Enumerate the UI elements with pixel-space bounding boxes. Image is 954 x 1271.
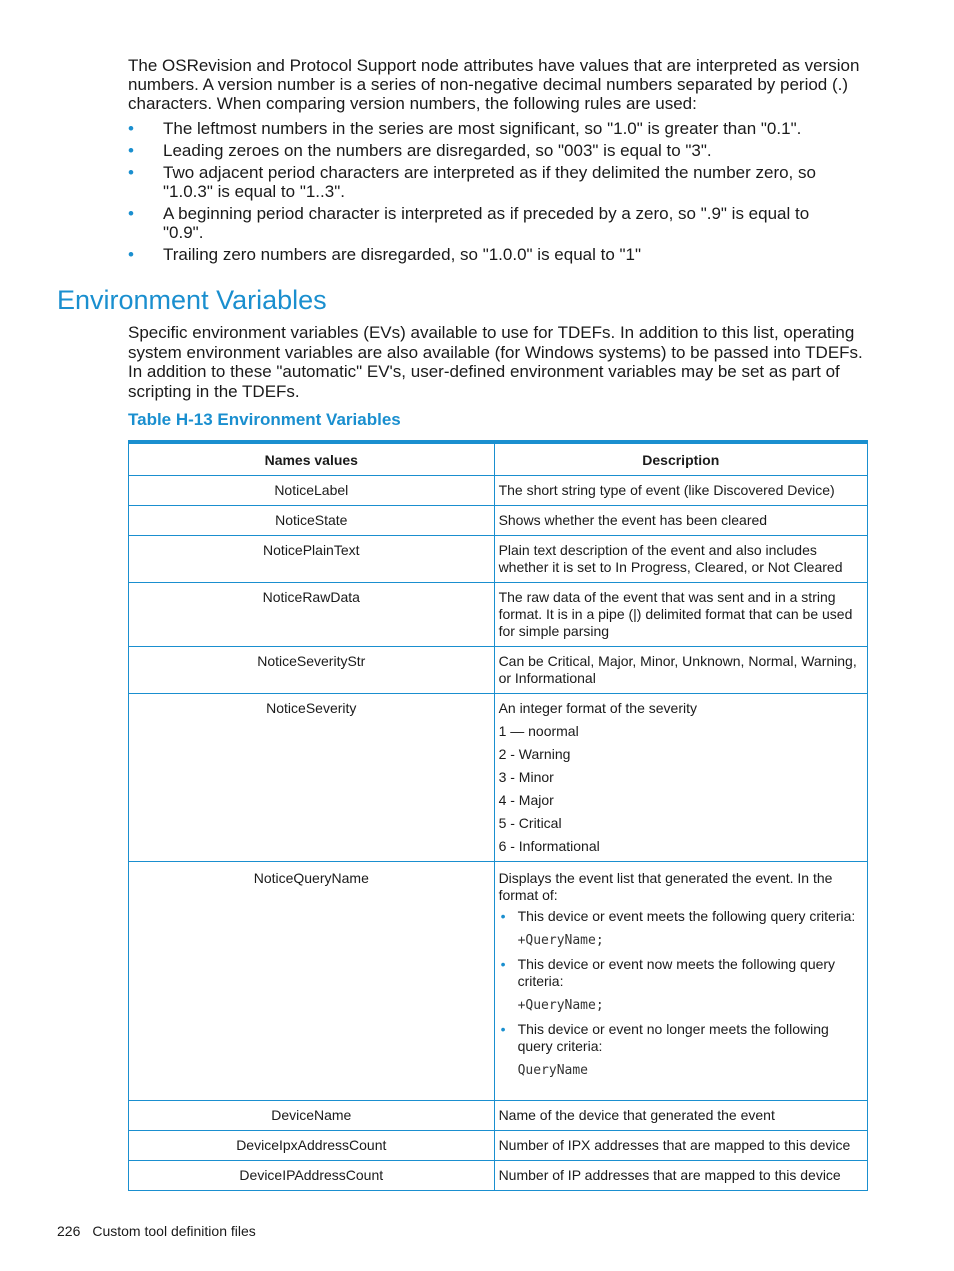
variable-name: NoticePlainText: [129, 536, 495, 583]
variable-description: Plain text description of the event and also includes whether it is set to In Progress, Cleared, or Not Cleared: [494, 536, 867, 583]
table-header-row: [129, 442, 868, 476]
table-row: [129, 647, 868, 694]
query-format-list: [499, 908, 863, 1079]
table-row: [129, 862, 868, 1101]
list-item: • Two adjacent period characters are interpreted as if they delimited the number zero, so "1.0.3" is equal to "1..3".: [128, 163, 816, 201]
table-row: [129, 476, 868, 506]
table-row: [129, 583, 868, 647]
table-row: [129, 1131, 868, 1161]
variable-name: NoticeState: [129, 506, 495, 536]
page-footer: [57, 1223, 256, 1239]
variable-description: The short string type of event (like Discovered Device): [494, 476, 867, 506]
version-rules-list: [128, 119, 848, 267]
bullet-icon: •: [128, 141, 134, 160]
list-item: • The leftmost numbers in the series are most significant, so "1.0" is greater than "0.1".: [128, 119, 802, 138]
list-item: • Trailing zero numbers are disregarded, so "1.0.0" is equal to "1": [128, 245, 642, 264]
variable-description: An integer format of the severity 1 — noormal 2 - Warning 3 - Minor 4 - Major 5 - Critical 6 - Informational: [494, 694, 867, 862]
code-sample: +QueryName;: [517, 998, 604, 1013]
bullet-icon: •: [500, 956, 506, 972]
bullet-icon: •: [128, 204, 134, 223]
column-header-description: Description: [494, 442, 867, 476]
variable-name: DeviceName: [129, 1101, 495, 1131]
variable-description: Number of IP addresses that are mapped to this device: [494, 1161, 867, 1191]
bullet-icon: •: [128, 119, 134, 138]
environment-variables-table: [128, 440, 868, 1191]
intro-paragraph: The OSRevision and Protocol Support node attributes have values that are interpreted as version numbers. A version number is a series of non-negative decimal numbers separated by period (.) characters. When comparing version numbers, the following rules are used:: [128, 56, 860, 113]
variable-name: NoticeRawData: [129, 583, 495, 647]
code-sample: +QueryName;: [517, 933, 604, 948]
section-title: Environment Variables: [57, 285, 327, 315]
variable-name: DeviceIPAddressCount: [129, 1161, 495, 1191]
section-intro: Specific environment variables (EVs) available to use for TDEFs. In addition to this list, operating system environment variables are also available (for Windows systems) to be passed into TDEFs. In addition to these "automatic" EV's, user-defined environment variables may be set as part of scripting in the TDEFs.: [128, 323, 863, 401]
table-row: [129, 694, 868, 862]
table-row: [129, 1101, 868, 1131]
variable-description: Can be Critical, Major, Minor, Unknown, Normal, Warning, or Informational: [494, 647, 867, 694]
bullet-icon: •: [500, 1021, 506, 1037]
table-row: [129, 536, 868, 583]
variable-name: NoticeSeverity: [129, 694, 495, 862]
list-item: • This device or event meets the following query criteria: +QueryName;: [499, 908, 863, 949]
bullet-icon: •: [128, 163, 134, 182]
list-item: • Leading zeroes on the numbers are disregarded, so "003" is equal to "3".: [128, 141, 712, 160]
variable-description: Displays the event list that generated the event. In the format of: • This device or event meets the following query criteria: +QueryName; • This device or event now meets the following query criteria: +QueryName; • This device or event no longer meets the following query criteria: QueryName: [494, 862, 867, 1101]
table-row: [129, 1161, 868, 1191]
table-caption: Table H-13 Environment Variables: [128, 410, 401, 429]
footer-title: Custom tool definition files: [92, 1223, 256, 1239]
list-item: • This device or event no longer meets the following query criteria: QueryName: [499, 1021, 863, 1079]
bullet-icon: •: [500, 908, 506, 924]
list-item: • This device or event now meets the following query criteria: +QueryName;: [499, 956, 863, 1014]
bullet-icon: •: [128, 245, 134, 264]
code-sample: QueryName: [517, 1063, 589, 1078]
variable-description: The raw data of the event that was sent and in a string format. It is in a pipe (|) delimited format that can be used for simple parsing: [494, 583, 867, 647]
page-number: 226: [57, 1223, 81, 1239]
table-row: [129, 506, 868, 536]
variable-description: Name of the device that generated the event: [494, 1101, 867, 1131]
variable-description: Shows whether the event has been cleared: [494, 506, 867, 536]
list-item: • A beginning period character is interpreted as if preceded by a zero, so ".9" is equal to "0.9".: [128, 204, 810, 242]
variable-name: NoticeSeverityStr: [129, 647, 495, 694]
column-header-names: Names values: [129, 442, 495, 476]
variable-name: NoticeLabel: [129, 476, 495, 506]
variable-name: DeviceIpxAddressCount: [129, 1131, 495, 1161]
variable-description: Number of IPX addresses that are mapped to this device: [494, 1131, 867, 1161]
variable-name: NoticeQueryName: [129, 862, 495, 1101]
